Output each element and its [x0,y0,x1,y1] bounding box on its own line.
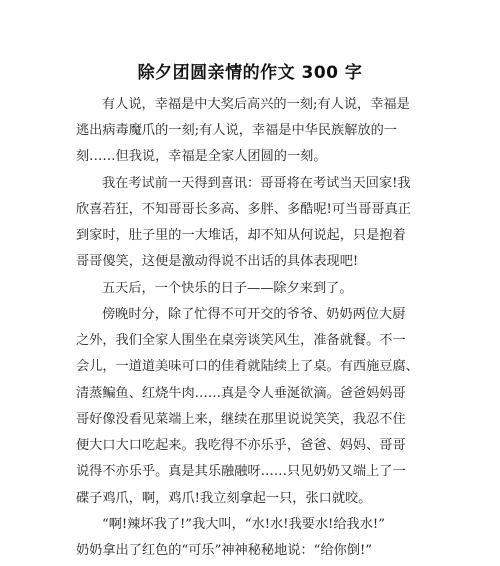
paragraph-line [0,354,500,380]
paragraph-line [0,171,500,197]
line-text: 清蒸鳊鱼、红烧牛肉……真是令人垂涎欲滴。爸爸妈妈哥 [76,386,406,401]
paragraph-line [0,302,500,328]
paragraph-line [0,92,500,118]
paragraph-line [0,276,500,302]
paragraph-line [0,328,500,354]
line-text: 我在考试前一天得到喜讯：哥哥将在考试当天回家!我 [102,176,411,191]
paragraph-line [0,433,500,459]
line-text: 便大口大口吃起来。我吃得不亦乐乎，爸爸、妈妈、哥哥 [76,438,406,453]
document-title: 除夕团圆亲情的作文 300 字 [137,63,363,83]
paragraph-line [0,197,500,223]
line-text: 有人说，幸福是中大奖后高兴的一刻;有人说，幸福是 [102,97,410,112]
paragraph-line [0,538,500,564]
line-text: 之外，我们全家人围坐在桌旁谈笑风生，准备就餐。不一 [76,333,406,348]
line-text: 逃出病毒魔爪的一刻;有人说，幸福是中华民族解放的一 [76,123,397,138]
paragraph-line [0,223,500,249]
line-text: 哥好像没看见菜端上来，继续在那里说说笑笑，我忍不住 [76,412,406,427]
paragraph-line [0,118,500,144]
line-text: 五天后，一个快乐的日子——除夕来到了。 [102,281,353,296]
line-text: 到家时，肚子里的一大堆话，却不知从何说起，只是抱着 [76,228,406,243]
line-text: “啊!辣坏我了!”我大叫，“水!水!我要水!给我水!” [102,517,385,532]
paragraph-line [0,459,500,485]
paragraph-line [0,486,500,512]
line-text: 会儿，一道道美味可口的佳肴就陆续上了桌。有西施豆腐、 [76,359,419,374]
line-text: 傍晚时分，除了忙得不可开交的爷爷、奶奶两位大厨 [102,307,406,322]
line-text: 刻……但我说，幸福是全家人团圆的一刻。 [76,149,327,164]
line-text: 奶奶拿出了红色的“可乐”神神秘秘地说：“给你倒!” [76,543,373,558]
paragraph-line [0,144,500,170]
paragraph-line [0,249,500,275]
line-text: 碟子鸡爪，啊，鸡爪!我立刻拿起一只，张口就咬。 [76,491,372,506]
paragraph-line [0,407,500,433]
line-text: 欣喜若狂，不知哥哥长多高、多胖、多酷呢!可当哥哥真正 [76,202,411,217]
line-text: 说得不亦乐乎。真是其乐融融呀……只见奶奶又端上了一 [76,464,406,479]
line-text: 哥哥傻笑，这便是激动得说不出话的具体表现吧! [76,254,359,269]
paragraph-line [0,381,500,407]
paragraph-line [0,512,500,538]
